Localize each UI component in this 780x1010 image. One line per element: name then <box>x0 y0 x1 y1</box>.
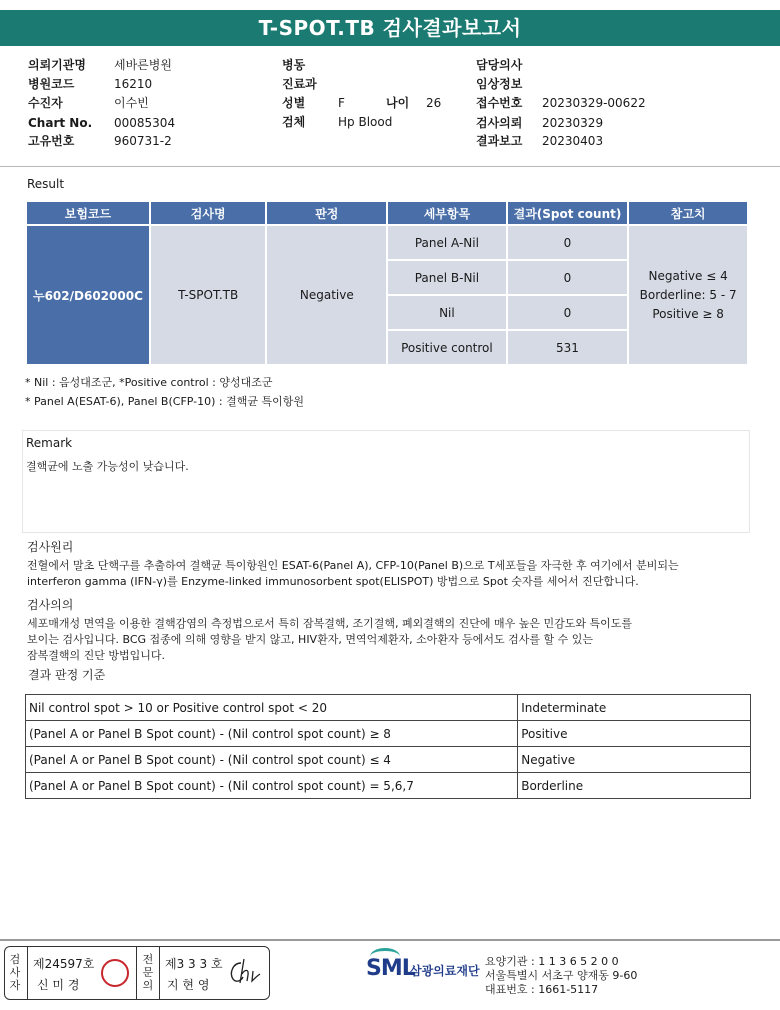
examiner-seal-icon <box>101 959 129 987</box>
insurance-code-cell: 누602/D602000C <box>26 225 150 365</box>
field-label: Chart No. <box>28 116 93 130</box>
signature-divider <box>159 947 160 999</box>
examiner-name: 신 미 경 <box>37 978 80 992</box>
specialist-label <box>141 953 155 992</box>
criteria-result: Positive <box>518 721 751 747</box>
principle-heading: 검사원리 <box>27 540 74 554</box>
criteria-condition: (Panel A or Panel B Spot count) - (Nil control spot count) ≤ 4 <box>26 747 518 773</box>
report-date: 20230403 <box>542 134 604 148</box>
footnote: * Nil : 음성대조군, *Positive control : 양성대조군 <box>25 376 273 389</box>
field-label: 결과보고 <box>476 134 523 148</box>
header-spot-count: 결과(Spot count) <box>507 201 629 225</box>
detail-item-cell: Panel A-Nil <box>387 225 507 260</box>
report-title: T-SPOT.TB 검사결과보고서 <box>0 10 780 46</box>
table-row <box>26 747 751 773</box>
examiner-label <box>8 953 22 992</box>
criteria-condition: Nil control spot > 10 or Positive control spot < 20 <box>26 695 518 721</box>
header-reference: 참고치 <box>628 201 748 225</box>
signature-divider <box>136 947 137 999</box>
spot-count-cell: 0 <box>507 295 629 330</box>
detail-item-cell: Nil <box>387 295 507 330</box>
logo-mark: SML <box>366 956 415 981</box>
examiner-label-char: 검 <box>9 953 21 966</box>
reference-negative: Negative ≤ 4 <box>648 268 728 283</box>
unique-number: 960731-2 <box>114 134 172 148</box>
header-detail-item: 세부항목 <box>387 201 507 225</box>
significance-line: 세포매개성 면역을 이용한 결핵감염의 측정법으로서 특히 잠복결핵, 조기결핵, 폐외결핵의 진단에 매우 높은 민감도와 특이도를 <box>27 617 632 630</box>
table-row <box>26 721 751 747</box>
table-row <box>26 695 751 721</box>
field-label: 검사의뢰 <box>476 116 523 130</box>
footnote: * Panel A(ESAT-6), Panel B(CFP-10) : 결핵균 특이항원 <box>25 395 304 408</box>
field-label: 검체 <box>282 115 306 129</box>
detail-item-cell: Positive control <box>387 330 507 365</box>
request-date: 20230329 <box>542 116 604 130</box>
specialist-label-char: 문 <box>142 966 154 979</box>
hospital-code: 16210 <box>114 77 153 91</box>
field-label: 의뢰기관명 <box>28 58 86 72</box>
signature-divider <box>27 947 28 999</box>
examiner-label-char: 사 <box>9 966 21 979</box>
specimen-value: Hp Blood <box>338 115 393 129</box>
remark-heading: Remark <box>26 436 73 450</box>
specialist-license-no: 제3 3 3 호 <box>165 957 223 971</box>
field-label: 성별 <box>282 96 306 110</box>
significance-line: 잠복결핵의 진단 방법입니다. <box>27 649 166 662</box>
table-row <box>26 225 748 260</box>
remark-text: 결핵균에 노출 가능성이 낮습니다. <box>26 460 189 473</box>
principle-line: 전혈에서 말초 단핵구를 추출하여 결핵균 특이항원인 ESAT-6(Panel A), CFP-10(Panel B)으로 T세포들을 자극한 후 여기에서 분비되는 <box>27 559 679 572</box>
specialist-signature-icon <box>227 957 263 987</box>
logo-name: 삼광의료재단 <box>410 964 480 978</box>
field-label: 수진자 <box>28 96 63 110</box>
test-name-cell: T-SPOT.TB <box>150 225 267 365</box>
field-label: 진료과 <box>282 77 317 91</box>
field-label: 고유번호 <box>28 134 75 148</box>
table-row <box>26 773 751 799</box>
receipt-number: 20230329-00622 <box>542 96 646 110</box>
field-label: 나이 <box>386 96 410 110</box>
footer-divider <box>0 939 780 941</box>
org-line: 요양기관 : 1 1 3 6 5 2 0 0 <box>485 955 619 968</box>
reference-cell <box>628 225 748 365</box>
criteria-condition: (Panel A or Panel B Spot count) - (Nil control spot count) = 5,6,7 <box>26 773 518 799</box>
criteria-result: Indeterminate <box>518 695 751 721</box>
specialist-name: 지 현 영 <box>167 978 210 992</box>
detail-item-cell: Panel B-Nil <box>387 260 507 295</box>
reference-positive: Positive ≥ 8 <box>652 306 724 321</box>
header-divider <box>0 166 780 167</box>
chart-number: 00085304 <box>114 116 176 130</box>
spot-count-cell: 531 <box>507 330 629 365</box>
examiner-license-no: 제24597호 <box>33 957 95 971</box>
criteria-condition: (Panel A or Panel B Spot count) - (Nil control spot count) ≥ 8 <box>26 721 518 747</box>
spot-count-cell: 0 <box>507 225 629 260</box>
criteria-table <box>25 694 751 799</box>
principle-line: interferon gamma (IFN-γ)를 Enzyme-linked immunosorbent spot(ELISPOT) 방법으로 Spot 숫자를 세어서 진단합니다. <box>27 575 639 588</box>
criteria-result: Negative <box>518 747 751 773</box>
field-label: 담당의사 <box>476 58 523 72</box>
remark-box <box>22 430 750 533</box>
signature-box <box>4 946 270 1000</box>
field-label: 병동 <box>282 58 306 72</box>
reference-borderline: Borderline: 5 - 7 <box>639 287 737 302</box>
patient-name: 이수빈 <box>114 96 149 110</box>
header-test-name: 검사명 <box>150 201 267 225</box>
org-line: 대표번호 : 1661-5117 <box>485 983 599 996</box>
sex-value: F <box>338 96 345 110</box>
org-line: 서울특별시 서초구 양재동 9-60 <box>485 969 638 982</box>
specialist-label-char: 전 <box>142 953 154 966</box>
result-header-row <box>26 201 748 225</box>
result-heading: Result <box>27 177 65 191</box>
age-value: 26 <box>426 96 442 110</box>
header-judgement: 판정 <box>266 201 387 225</box>
criteria-result: Borderline <box>518 773 751 799</box>
referral-hospital: 세바른병원 <box>114 58 172 72</box>
organization-info <box>485 955 637 997</box>
specialist-label-char: 의 <box>142 979 154 992</box>
spot-count-cell: 0 <box>507 260 629 295</box>
field-label: 접수번호 <box>476 96 523 110</box>
significance-line: 보이는 검사입니다. BCG 접종에 의해 영향을 받지 않고, HIV환자, 면역억제환자, 소아환자 등에서도 검사를 할 수 있는 <box>27 633 593 646</box>
result-table <box>25 200 749 366</box>
field-label: 병원코드 <box>28 77 75 91</box>
header-insurance-code: 보험코드 <box>26 201 150 225</box>
significance-heading: 검사의의 <box>27 598 74 612</box>
field-label: 임상정보 <box>476 77 523 91</box>
criteria-heading: 결과 판정 기준 <box>28 668 106 682</box>
examiner-label-char: 자 <box>9 979 21 992</box>
judgement-cell: Negative <box>266 225 387 365</box>
